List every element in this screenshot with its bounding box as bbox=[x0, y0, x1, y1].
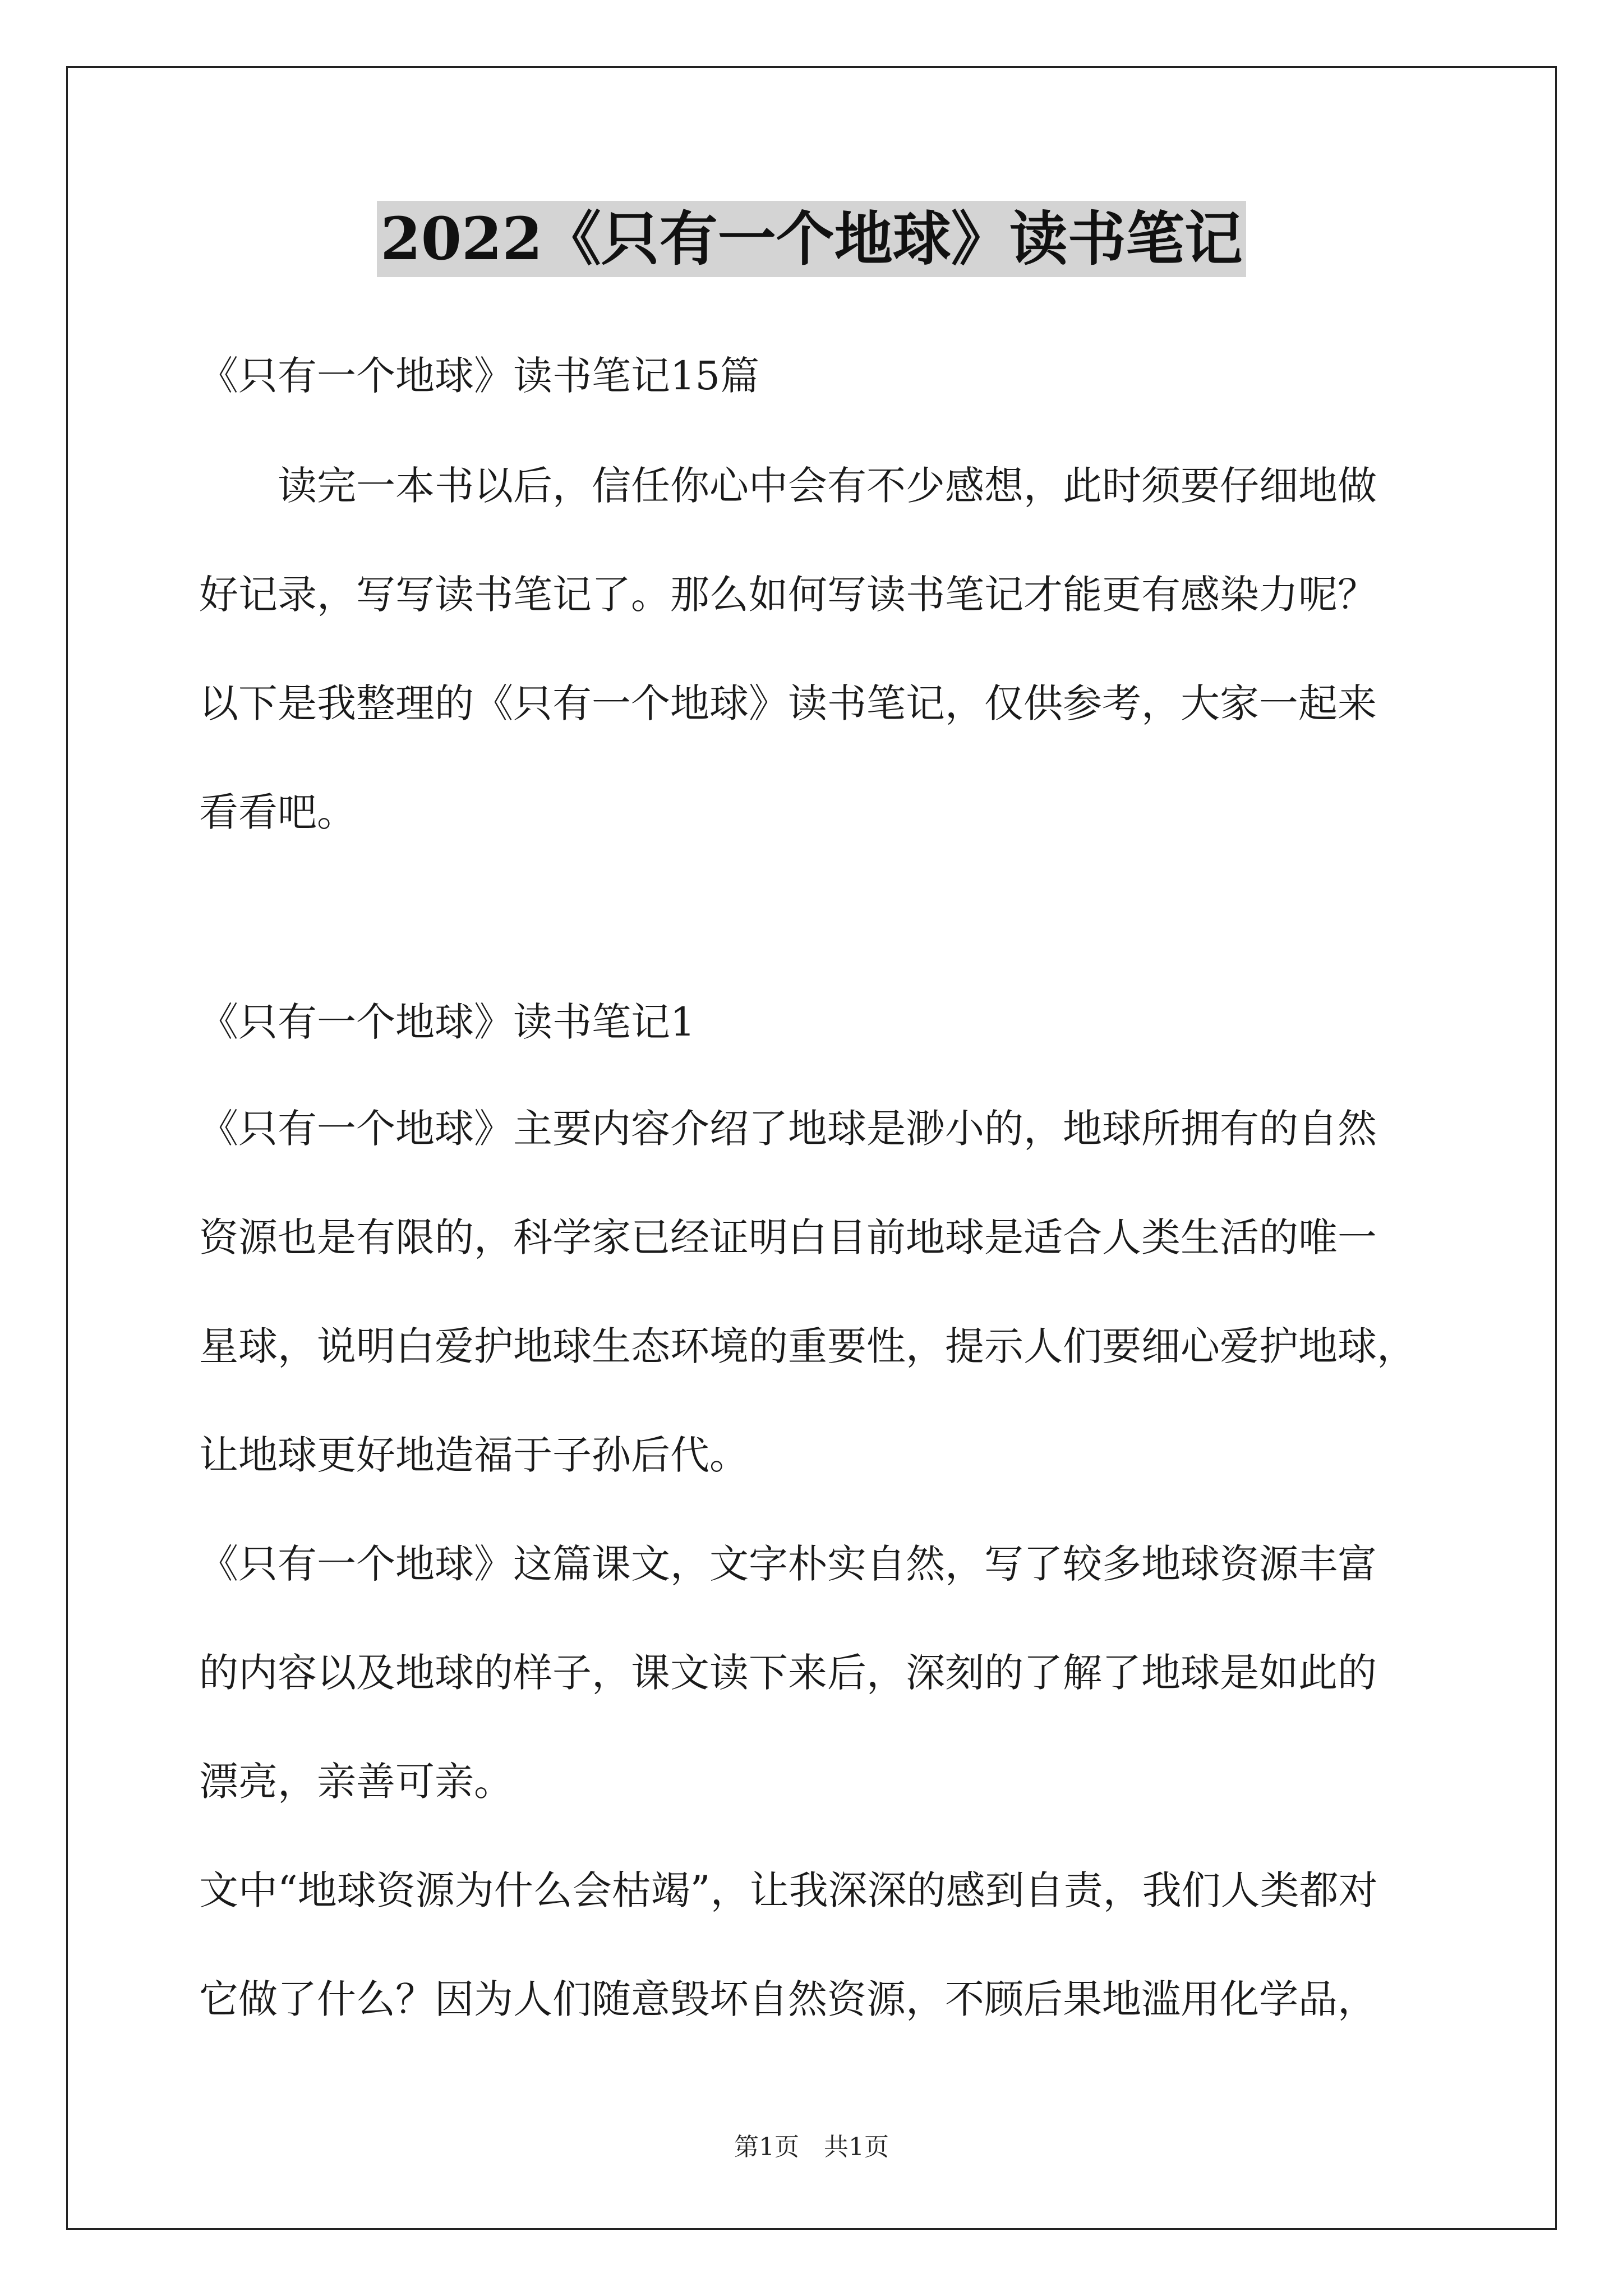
section-heading: 《只有一个地球》读书笔记1 bbox=[199, 999, 695, 1045]
document-title: 2022《只有一个地球》读书笔记 bbox=[377, 201, 1246, 277]
body-line: 漂亮，亲善可亲。 bbox=[199, 1759, 513, 1805]
body-line: 资源也是有限的，科学家已经证明白目前地球是适合人类生活的唯一 bbox=[199, 1214, 1377, 1260]
title-container bbox=[0, 201, 1623, 277]
intro-line: 以下是我整理的《只有一个地球》读书笔记，仅供参考，大家一起来 bbox=[199, 680, 1377, 726]
intro-line: 读完一本书以后，信任你心中会有不少感想，此时须要仔细地做 bbox=[199, 463, 1377, 509]
body-line: 的内容以及地球的样子，课文读下来后，深刻的了解了地球是如此的 bbox=[199, 1650, 1377, 1696]
body-line: 《只有一个地球》主要内容介绍了地球是渺小的，地球所拥有的自然 bbox=[199, 1106, 1377, 1152]
intro-line: 看看吧。 bbox=[199, 789, 356, 835]
body-line: 文中“地球资源为什么会枯竭”，让我深深的感到自责，我们人类都对 bbox=[199, 1867, 1378, 1913]
intro-line: 好记录，写写读书笔记了。那么如何写读书笔记才能更有感染力呢？ bbox=[199, 572, 1377, 618]
body-line: 《只有一个地球》这篇课文，文字朴实自然，写了较多地球资源丰富 bbox=[199, 1541, 1377, 1587]
body-line: 让地球更好地造福于子孙后代。 bbox=[199, 1432, 749, 1478]
body-line: 星球，说明白爱护地球生态环境的重要性，提示人们要细心爱护地球， bbox=[199, 1323, 1416, 1369]
page-footer: 第1页 共1页 bbox=[734, 2133, 889, 2161]
document-subtitle: 《只有一个地球》读书笔记15篇 bbox=[199, 353, 760, 399]
body-line: 它做了什么？因为人们随意毁坏自然资源，不顾后果地滥用化学品， bbox=[199, 1976, 1377, 2022]
